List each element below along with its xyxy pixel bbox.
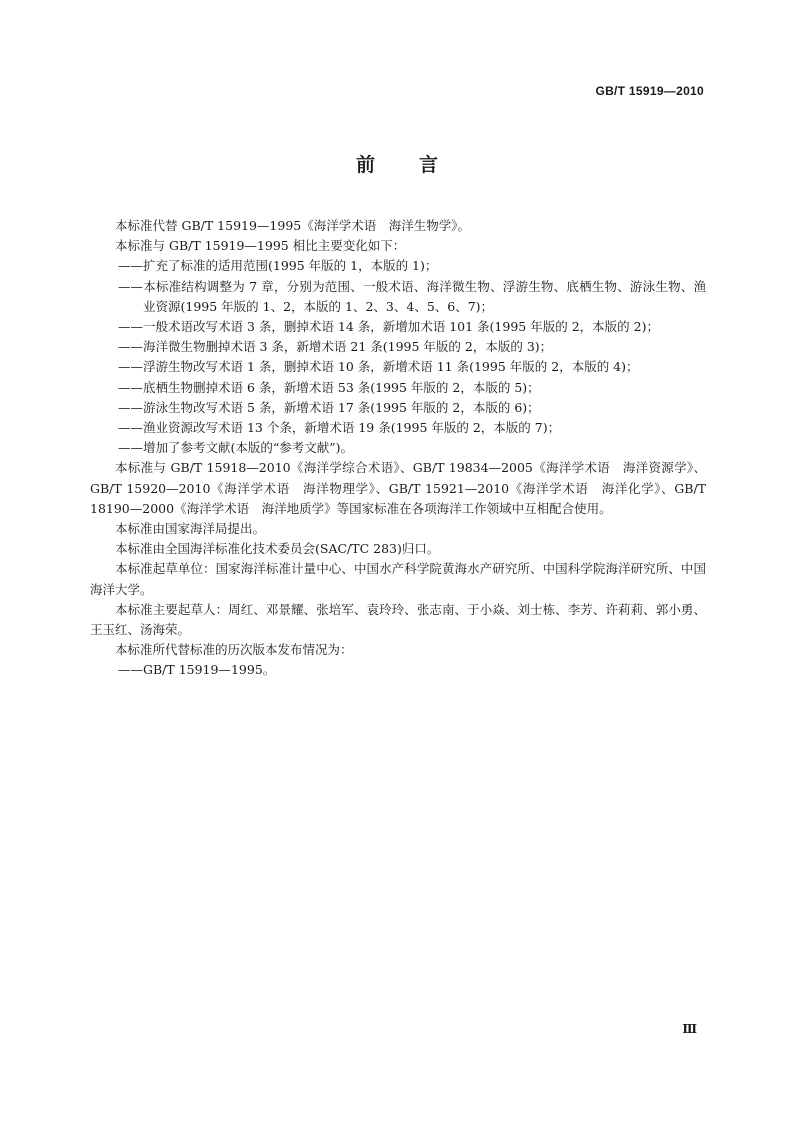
list-item-change-benthos: ——底栖生物删掉术语 6 条，新增术语 53 条(1995 年版的 2，本版的 5)； [118,379,540,395]
list-item-change-scope: ——扩充了标准的适用范围(1995 年版的 1，本版的 1)； [118,258,438,274]
standard-code: GB/T 15919—2010 [595,84,704,98]
list-item-history-version: ——GB/T 15919—1995。 [118,662,276,678]
page-number: Ⅲ [682,1022,697,1036]
list-item-change-microbes: ——海洋微生物删掉术语 3 条，新增术语 21 条(1995 年版的 2，本版的 3)； [118,339,553,355]
paragraph-related-standards: 本标准与 GB/T 15918—2010《海洋学综合术语》、GB/T 19834—2005《海洋学术语 海洋资源学》、GB/T 15920—2010《海洋学术语 海洋物理学》、GB/T 15921—2010《海洋学术语 海洋化学》、GB/T 18190—2000《海洋学术语 海洋地质学》等国家标准在各项海洋工作领域中互相配合使用。 [90,460,706,516]
list-item-change-references: ——增加了参考文献(本版的“参考文献”)。 [118,440,354,456]
paragraph-proposed-by: 本标准由国家海洋局提出。 [115,521,266,537]
list-item-change-fishery: ——渔业资源改写术语 13 个条，新增术语 19 条(1995 年版的 2，本版的 7)； [118,420,561,436]
list-item-change-plankton: ——浮游生物改写术语 1 条，删掉术语 10 条，新增术语 11 条(1995 年版的 2，本版的 4)； [118,359,639,375]
paragraph-managed-by: 本标准由全国海洋标准化技术委员会(SAC/TC 283)归口。 [115,541,440,557]
paragraph-history-intro: 本标准所代替标准的历次版本发布情况为： [115,642,353,658]
document-body [90,216,706,681]
page-title: 前言 [355,154,482,176]
list-item-change-structure: ——本标准结构调整为 7 章，分别为范围、一般术语、海洋微生物、浮游生物、底栖生物、游泳生物、渔业资源(1995 年版的 1、2，本版的 1、2、3、4、5、6、7)； [118,278,706,314]
paragraph-replaces: 本标准代替 GB/T 15919—1995《海洋学术语 海洋生物学》。 [115,218,470,233]
list-item-change-general-terms: ——一般术语改写术语 3 条，删掉术语 14 条，新增加术语 101 条(1995 年版的 2，本版的 2)； [118,319,659,335]
paragraph-drafting-units: 本标准起草单位：国家海洋标准计量中心、中国水产科学院黄海水产研究所、中国科学院海洋研究所、中国海洋大学。 [90,561,706,597]
list-item-change-nekton: ——游泳生物改写术语 5 条，新增术语 17 条(1995 年版的 2，本版的 6)； [118,399,540,415]
paragraph-changes-intro: 本标准与 GB/T 15919—1995 相比主要变化如下： [115,238,406,254]
paragraph-drafters: 本标准主要起草人：周红、邓景耀、张培军、袁玲玲、张志南、于小焱、刘士栋、李芳、许莉莉、郭小勇、王玉红、汤海荣。 [90,601,706,638]
